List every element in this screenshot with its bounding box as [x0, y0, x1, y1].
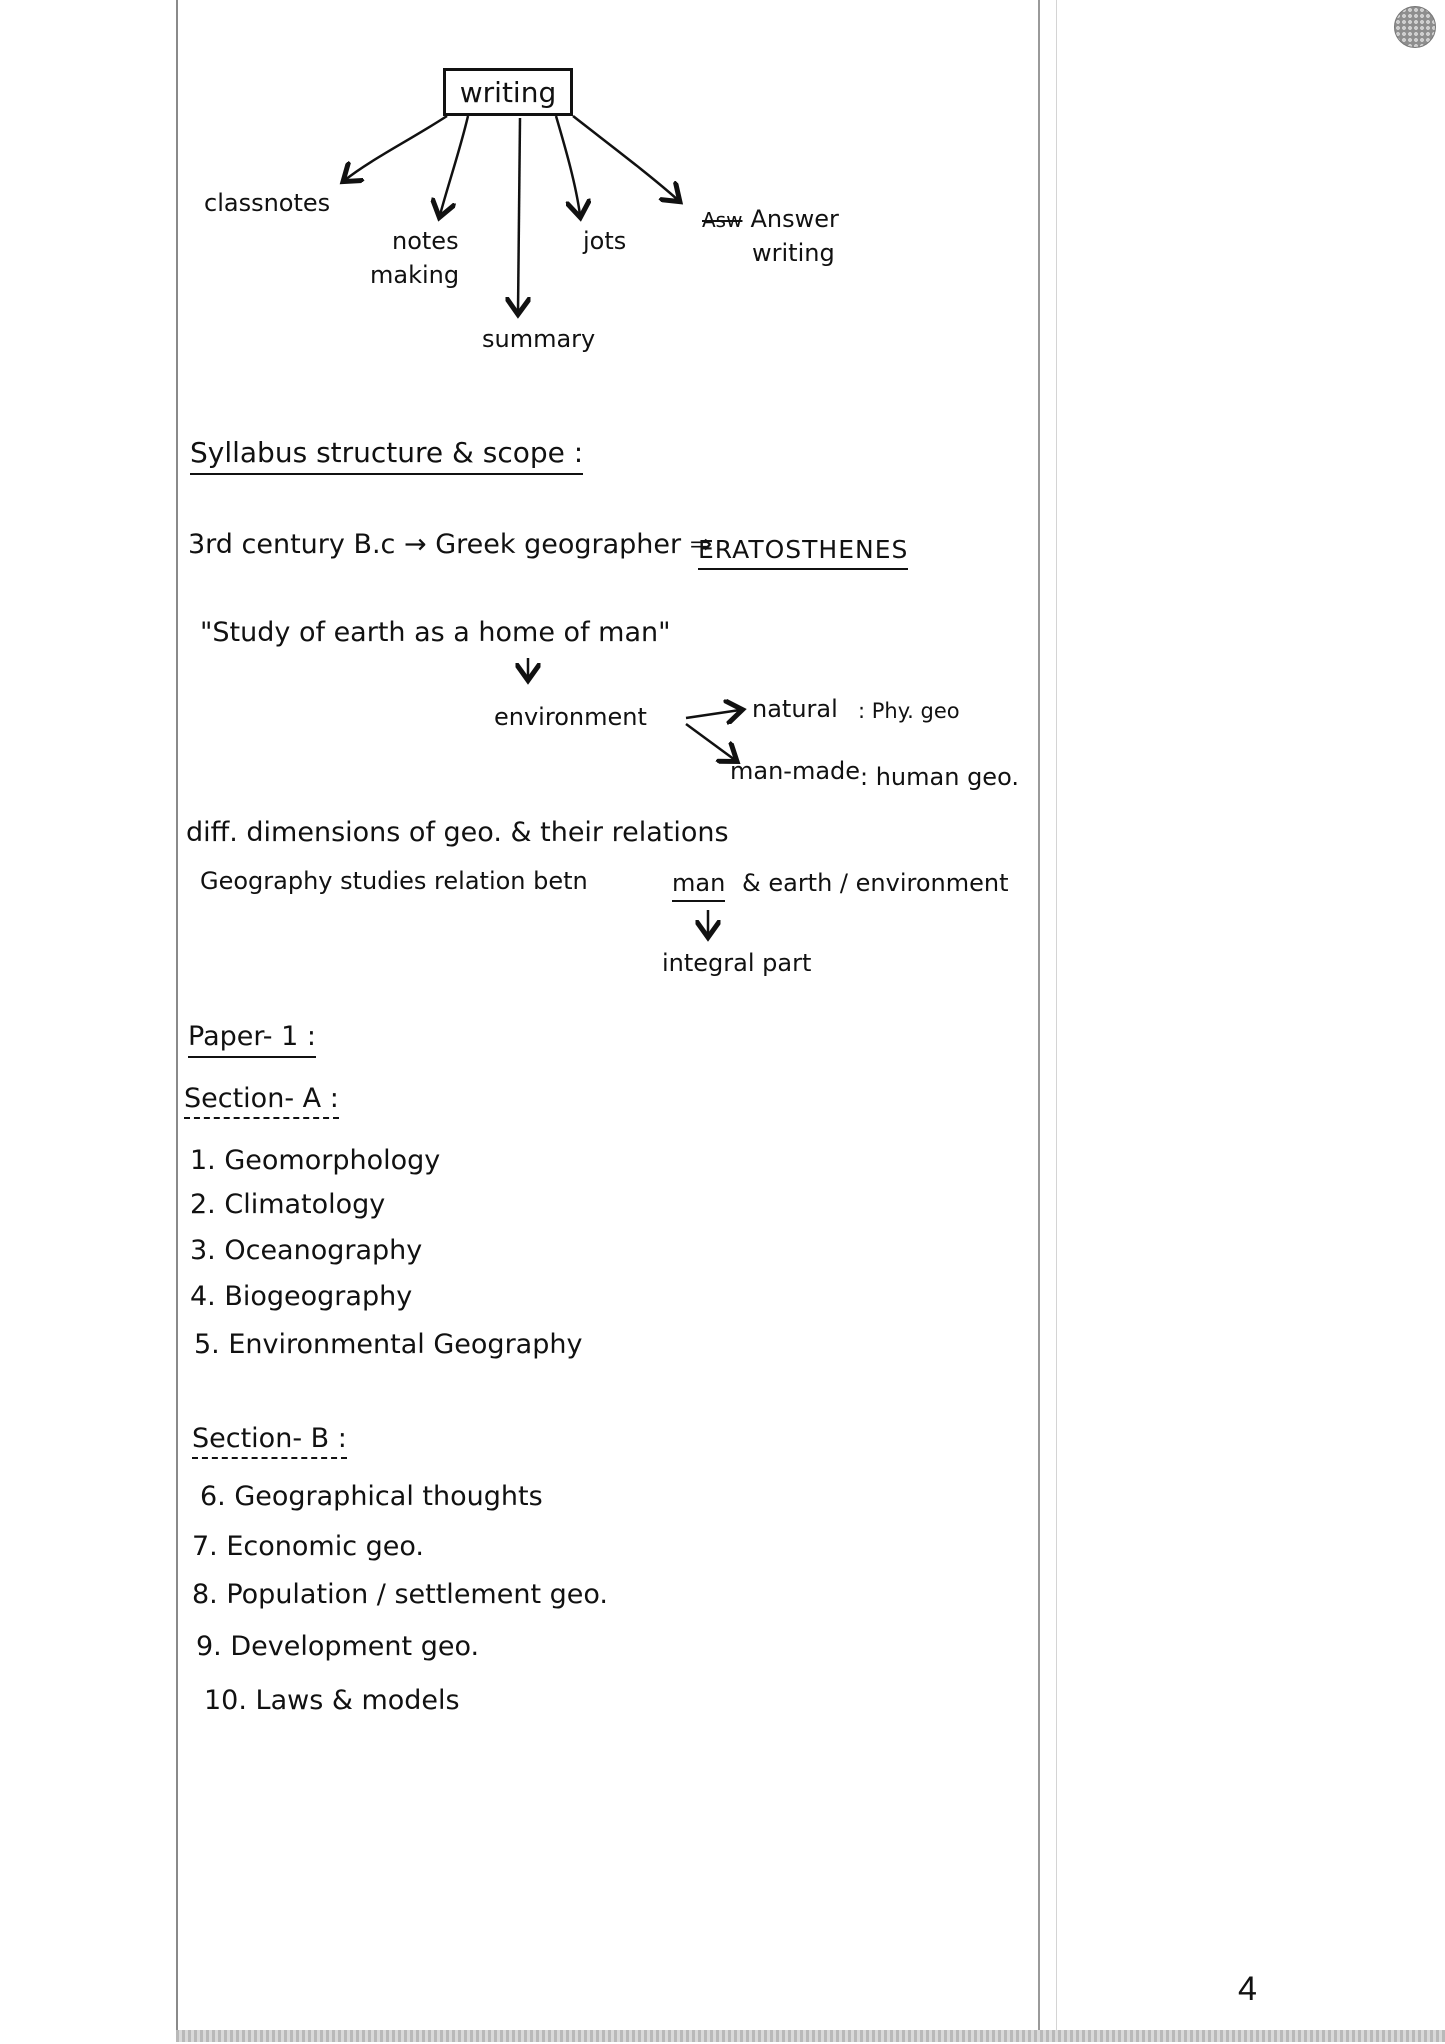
arrow-to-notes-making: [440, 116, 468, 215]
relation-prefix: Geography studies relation betn: [200, 867, 588, 895]
section-b-title: Section- B :: [192, 1424, 347, 1459]
section-b-item: 9. Development geo.: [196, 1631, 480, 1662]
paper-title: Paper- 1 :: [188, 1022, 316, 1058]
branch-jots: jots: [583, 227, 627, 255]
relation-suffix: & earth / environment: [742, 869, 1009, 897]
section-b-item: 6. Geographical thoughts: [200, 1481, 543, 1512]
geography-quote: "Study of earth as a home of man": [200, 617, 671, 648]
section-a-item: 4. Biogeography: [190, 1281, 413, 1312]
page-number: 4: [1238, 1970, 1257, 2008]
branch-summary: summary: [482, 325, 596, 353]
section-a-item: 3. Oceanography: [190, 1235, 423, 1266]
arrow-to-natural: [686, 710, 740, 718]
relation-man: man: [672, 870, 725, 902]
section-a-item: 5. Environmental Geography: [194, 1329, 583, 1360]
arrow-to-man-made: [686, 724, 735, 760]
section-b-item: 7. Economic geo.: [192, 1531, 425, 1562]
section-a-item: 1. Geomorphology: [190, 1145, 441, 1176]
integral-part-label: integral part: [662, 949, 812, 977]
arrow-to-summary: [518, 118, 520, 312]
syllabus-heading: Syllabus structure & scope :: [190, 438, 583, 475]
arrow-to-classnotes: [345, 116, 447, 180]
human-geo-label: : human geo.: [860, 763, 1019, 791]
natural-label: natural: [752, 695, 838, 723]
branch-answer-writing: writing: [752, 239, 835, 267]
mindmap-center-label: writing: [459, 75, 557, 109]
struck-word: Asw: [702, 208, 743, 232]
branch-notes: notes: [392, 227, 459, 255]
branch-classnotes: classnotes: [204, 189, 331, 217]
branch-answer-word: Answer: [750, 205, 839, 233]
section-a-item: 2. Climatology: [190, 1189, 386, 1220]
eratosthenes-line-prefix: 3rd century B.c → Greek geographer ⇒: [188, 529, 713, 560]
section-b-item: 8. Population / settlement geo.: [192, 1579, 608, 1610]
section-b-item: 10. Laws & models: [204, 1685, 460, 1716]
eratosthenes-name: ERATOSTHENES: [698, 536, 908, 570]
section-a-title: Section- A :: [184, 1084, 339, 1119]
branch-making: making: [370, 261, 460, 289]
arrow-to-answer: [573, 116, 678, 200]
man-made-label: man-made: [730, 757, 861, 785]
branch-answer: [702, 206, 839, 232]
environment-label: environment: [494, 703, 647, 731]
phy-geo-label: : Phy. geo: [858, 699, 960, 723]
dimensions-line: diff. dimensions of geo. & their relations: [186, 817, 729, 848]
arrow-to-jots: [556, 116, 580, 215]
